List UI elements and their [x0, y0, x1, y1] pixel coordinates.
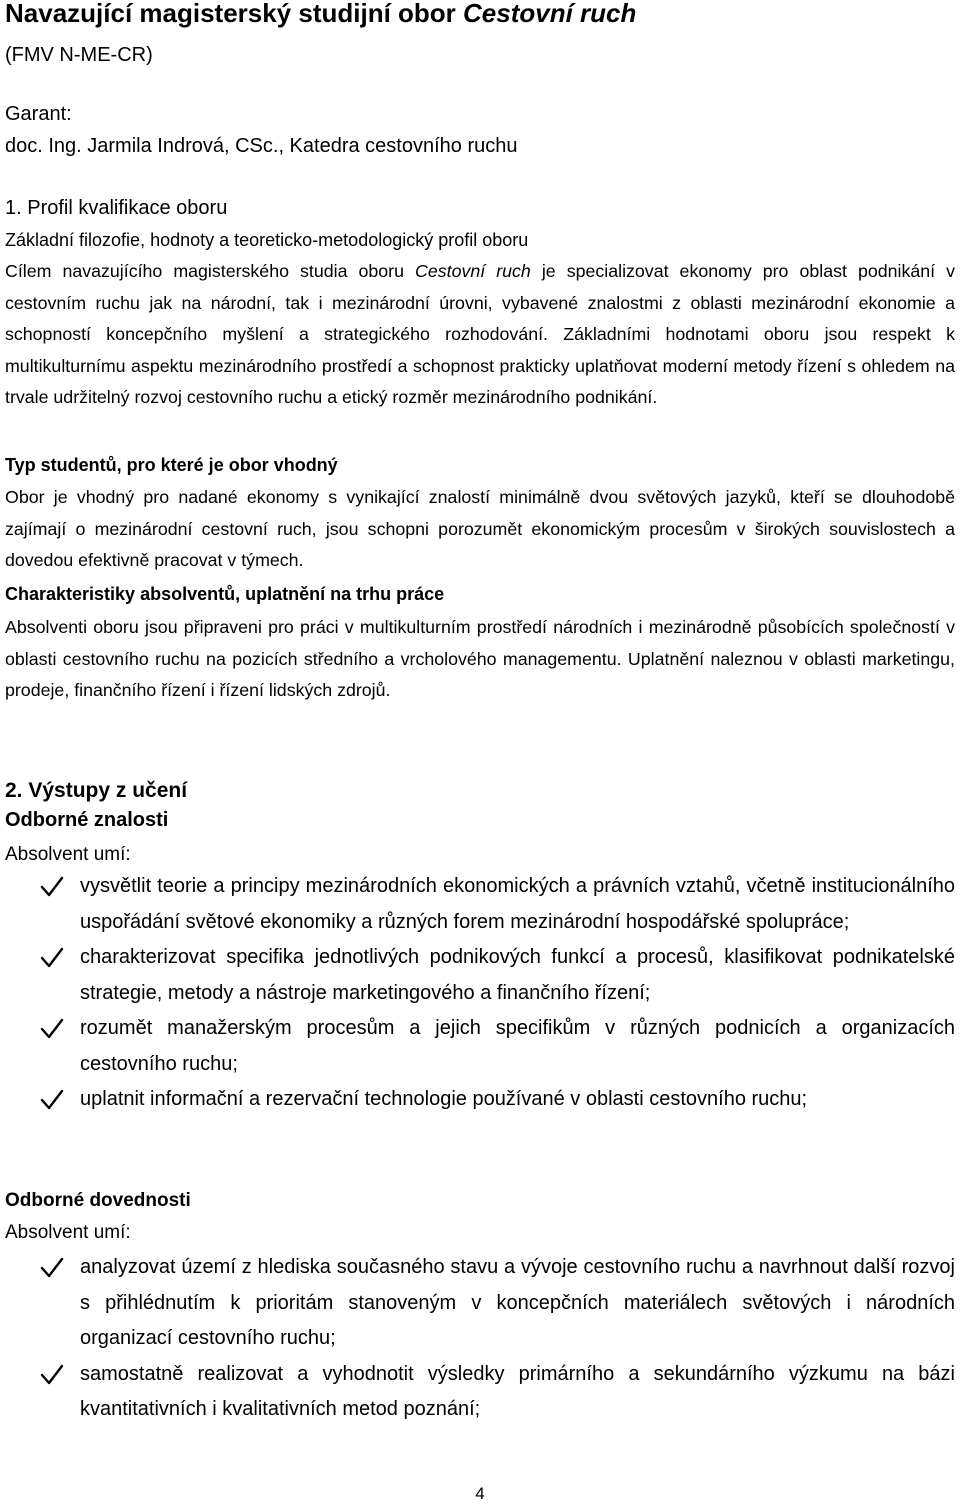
- section1-subheading: Základní filozofie, hodnoty a teoreticko-metodologický profil oboru: [5, 230, 529, 250]
- document-title: [5, 0, 636, 28]
- checkmark-icon: [40, 1017, 64, 1041]
- list-item-text: analyzovat území z hlediska současného stavu a vývoje cestovního ruchu a navrhnout další rozvoj s přihlédnutím k prioritám stanoveným v koncepčních materiálech světových i národních organizací cestovního ruchu;: [80, 1256, 955, 1349]
- section1-heading: 1. Profil kvalifikace oboru: [5, 197, 228, 219]
- section2-heading: 2. Výstupy z učení: [5, 779, 188, 802]
- profile-text-b: je specializovat ekonomy pro oblast podnikání v cestovním ruchu jak na národní, tak i mezinárodní úrovni, vybavené znalostmi z oblasti mezinárodní ekonomie a schopností koncepčního myšlení a strategického rozhodování. Základními hodnotami oboru jsou respekt k multikulturnímu aspektu mezinárodního prostředí a schopnost prakticky uplatňovat moderní metody řízení s ohledem na trvale udržitelný rozvoj cestovního ruchu a etický rozměr mezinárodního podnikání.: [5, 261, 956, 407]
- knowledge-heading: Odborné znalosti: [5, 809, 169, 831]
- list-item-text: samostatně realizovat a vyhodnotit výsledky primárního a sekundárního výzkumu na bázi kvantitativních i kvalitativních metod poznání;: [80, 1362, 955, 1420]
- list-item-text: vysvětlit teorie a principy mezinárodních ekonomických a právních vztahů, včetně institucionálního uspořádání světové ekonomiky a různých forem mezinárodní hospodářské spolupráce;: [80, 875, 955, 933]
- garant-name: doc. Ing. Jarmila Indrová, CSc., Katedra cestovního ruchu: [5, 135, 518, 157]
- students-heading: Typ studentů, pro které je obor vhodný: [5, 455, 338, 475]
- program-code: (FMV N-ME-CR): [5, 44, 153, 66]
- graduates-heading: Charakteristiky absolventů, uplatnění na trhu práce: [5, 584, 445, 604]
- list-item: [0, 869, 960, 940]
- knowledge-list: [0, 869, 960, 1118]
- checkmark-icon: [40, 946, 64, 970]
- page-number: 4: [475, 1484, 485, 1503]
- list-item-text: rozumět manažerským procesům a jejich specifikům v různých podnicích a organizacích cestovního ruchu;: [80, 1017, 955, 1075]
- skills-heading: Odborné dovednosti: [5, 1190, 191, 1211]
- list-item-text: uplatnit informační a rezervační technologie používané v oblasti cestovního ruchu;: [80, 1088, 808, 1110]
- list-item-text: charakterizovat specifika jednotlivých podnikových funkcí a procesů, klasifikovat podnikatelské strategie, metody a nástroje marketingového a finančního řízení;: [80, 946, 955, 1004]
- profile-text-a: Cílem navazujícího magisterského studia oboru: [5, 261, 416, 281]
- title-italic: Cestovní ruch: [463, 0, 637, 28]
- students-paragraph: Obor je vhodný pro nadané ekonomy s vynikající znalostí minimálně dvou světových jazyků, kteří se dlouhodobě zajímají o mezinárodní cestovní ruch, jsou schopni porozumět ekonomickým procesům v širokých souvislostech a dovedou efektivně pracovat v týmech.: [5, 487, 955, 570]
- skills-intro: Absolvent umí:: [5, 1222, 131, 1243]
- garant-label: Garant:: [5, 103, 72, 125]
- checkmark-icon: [40, 1363, 64, 1387]
- list-item: [0, 1082, 960, 1118]
- list-item: [0, 940, 960, 1011]
- list-item: [0, 1357, 960, 1428]
- skills-list: [0, 1250, 960, 1428]
- knowledge-intro: Absolvent umí:: [5, 844, 131, 865]
- list-item: [0, 1011, 960, 1082]
- title-text: Navazující magisterský studijní obor: [5, 0, 464, 28]
- profile-text-italic: Cestovní ruch: [415, 261, 531, 281]
- checkmark-icon: [40, 1256, 64, 1280]
- graduates-paragraph: Absolventi oboru jsou připraveni pro práci v multikulturním prostředí národních i mezinárodně působících společností v oblasti cestovního ruchu na pozicích středního a vrcholového managementu. Uplatnění naleznou v oblasti marketingu, prodeje, finančního řízení i řízení lidských zdrojů.: [5, 617, 955, 700]
- profile-paragraph: [5, 256, 955, 414]
- checkmark-icon: [40, 1088, 64, 1112]
- checkmark-icon: [40, 875, 64, 899]
- list-item: [0, 1250, 960, 1357]
